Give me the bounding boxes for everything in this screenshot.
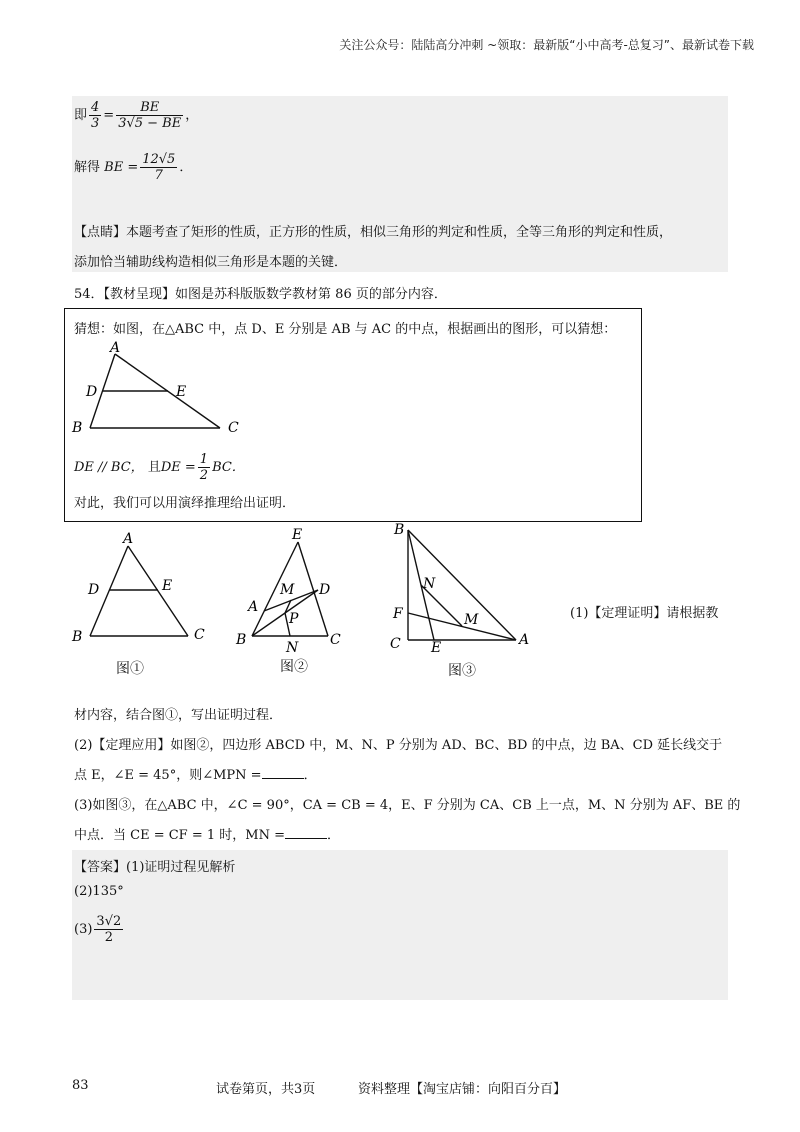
fig2-label-d: D <box>319 582 331 598</box>
answer-line-3: (3) $\frac{3√2}{2}$ <box>74 914 122 945</box>
equation-line-1: 即 $\frac{4}{3}$ = $\frac{BE}{3√5 - BE}$ ， <box>74 100 199 131</box>
fig3-label-m: M <box>464 612 479 628</box>
figure-3-caption: 图③ <box>448 663 476 679</box>
fig2-label-e: E <box>292 527 303 543</box>
fig1-label-c: C <box>194 627 205 643</box>
fig2-label-c: C <box>330 632 341 648</box>
fig2-label-n: N <box>286 640 299 656</box>
deduction-line: 对此，我们可以用演绎推理给出证明． <box>74 496 296 511</box>
figure-1-caption: 图① <box>116 661 144 677</box>
part-1-line-a: (1)【定理证明】请根据教 <box>570 606 719 621</box>
equation-line-2: 解得 BE = $\frac{12√5}{7}$ ． <box>74 152 193 183</box>
answer-line-2: (2)135° <box>74 884 124 899</box>
fig3-label-a: A <box>519 632 530 648</box>
part-3-line-a: (3)如图③，在△ABC 中，∠C = 90°，CA = CB = 4，E、F 分别为 CA、CB 上一点，M、N 分别为 AF、BE 的 <box>74 798 741 813</box>
fig2-label-b: B <box>236 632 247 648</box>
comment-line-2: 添加恰当辅助线构造相似三角形是本题的关键． <box>74 255 348 270</box>
fraction-3sqrt2-2: $\frac{3√2}{2}$ <box>96 914 122 945</box>
figure-2 <box>230 524 360 660</box>
box-triangle-figure <box>68 336 258 440</box>
box-label-d: D <box>86 384 98 400</box>
question-intro: 54．【教材呈现】如图是苏科版版数学教材第 86 页的部分内容． <box>74 287 447 302</box>
footer-right-text: 资料整理【淘宝店铺：向阳百分百】 <box>358 1082 567 1097</box>
box-label-b: B <box>72 420 83 436</box>
page-number: 83 <box>72 1078 89 1093</box>
comment-line-1: 【点睛】本题考查了矩形的性质，正方形的性质，相似三角形的判定和性质，全等三角形的判定和性质， <box>74 225 673 240</box>
conclusion-line: DE // BC， 且DE = $\frac{1}{2}$ BC． <box>74 452 245 483</box>
fig1-label-d: D <box>88 582 100 598</box>
fig1-label-a: A <box>123 531 134 547</box>
fraction-4-3: $\frac{4}{3}$ <box>91 100 100 131</box>
part-1-line-b: 材内容，结合图①，写出证明过程． <box>74 708 283 723</box>
box-label-a: A <box>110 340 121 356</box>
figure-1 <box>66 526 226 650</box>
fig1-label-e: E <box>162 578 173 594</box>
part-2-line-a: (2)【定理应用】如图②，四边形 ABCD 中，M、N、P 分别为 AD、BC、BD 的中点，边 BA、CD 延长线交于 <box>74 738 723 753</box>
fig3-label-c: C <box>390 636 401 652</box>
figure-3 <box>386 518 536 652</box>
fig3-label-n: N <box>423 576 436 592</box>
fig1-label-b: B <box>72 629 83 645</box>
fraction-12sqrt5-7: $\frac{12√5}{7}$ <box>142 152 176 183</box>
part-3-line-b: 中点．当 CE = CF = 1 时，MN = ． <box>74 828 340 843</box>
fig3-label-f: F <box>393 606 403 622</box>
conjecture-line: 猜想：如图，在△ABC 中，点 D、E 分别是 AB 与 AC 的中点，根据画出的图形，可以猜想： <box>74 322 617 337</box>
fig3-label-e: E <box>431 640 442 652</box>
fig3-label-b: B <box>394 522 405 538</box>
fig2-label-m: M <box>280 582 295 598</box>
box-label-c: C <box>228 420 239 436</box>
answer-line-1: 【答案】(1)证明过程见解析 <box>74 860 236 875</box>
fig2-label-p: P <box>289 611 299 627</box>
part-2-line-b: 点 E，∠E = 45°，则∠MPN = ． <box>74 768 317 783</box>
answer-blank-3 <box>285 826 327 839</box>
fraction-be: $\frac{BE}{3√5 - BE}$ <box>118 100 182 131</box>
box-label-e: E <box>176 384 187 400</box>
fraction-1-2: $\frac{1}{2}$ <box>199 452 209 483</box>
footer-center-text: 试卷第页，共3页 <box>216 1082 316 1097</box>
figure-2-caption: 图② <box>280 659 308 675</box>
answer-blank-2 <box>262 766 304 779</box>
page-header: 关注公众号：陆陆高分冲刺 ~领取：最新版“小中高考-总复习”、最新试卷下载 <box>339 38 754 52</box>
fig2-label-a: A <box>248 599 259 615</box>
